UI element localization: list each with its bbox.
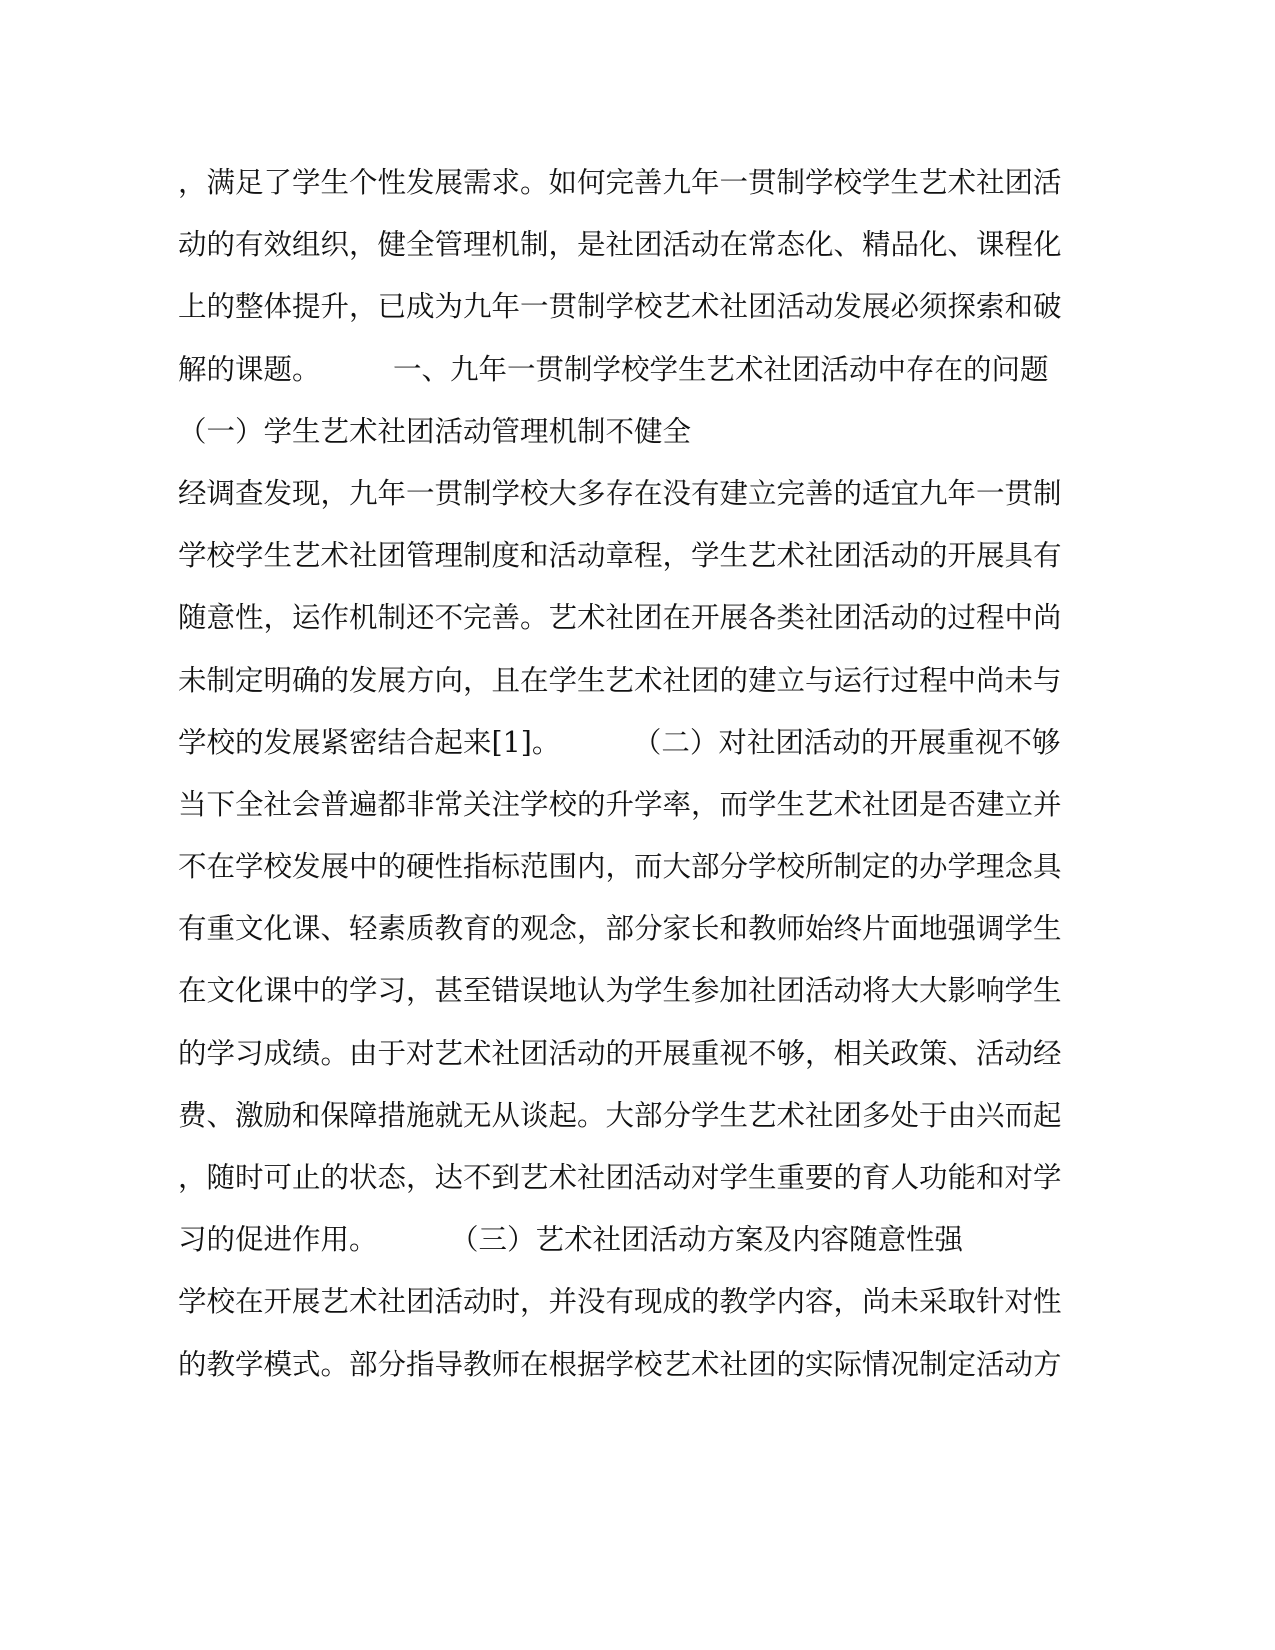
text-line: ，随时可止的状态，达不到艺术社团活动对学生重要的育人功能和对学 <box>178 1161 1062 1194</box>
text-line: 学校学生艺术社团管理制度和活动章程，学生艺术社团活动的开展具有 <box>178 539 1062 573</box>
text-line: 在文化课中的学习，甚至错误地认为学生参加社团活动将大大影响学生 <box>178 974 1062 1008</box>
text-line: 有重文化课、轻素质教育的观念，部分家长和教师始终片面地强调学生 <box>178 912 1062 946</box>
text-line: 费、激励和保障措施就无从谈起。大部分学生艺术社团多处于由兴而起 <box>178 1098 1062 1132</box>
text-line: 习的促进作用。 （三）艺术社团活动方案及内容随意性强 <box>178 1223 963 1257</box>
text-line: 随意性，运作机制还不完善。艺术社团在开展各类社团活动的过程中尚 <box>178 601 1062 635</box>
text-line: 未制定明确的发展方向，且在学生艺术社团的建立与运行过程中尚未与 <box>178 663 1062 697</box>
text-line: 学校的发展紧密结合起来[1]。 （二）对社团活动的开展重视不够 <box>178 725 1061 759</box>
text-line: 不在学校发展中的硬性指标范围内，而大部分学校所制定的办学理念具 <box>178 850 1062 884</box>
text-line: 的教学模式。部分指导教师在根据学校艺术社团的实际情况制定活动方 <box>178 1347 1062 1381</box>
text-line: 经调查发现，九年一贯制学校大多存在没有建立完善的适宜九年一贯制 <box>178 476 1062 510</box>
text-line: 动的有效组织，健全管理机制，是社团活动在常态化、精品化、课程化 <box>178 228 1062 262</box>
text-line: 解的课题。 一、九年一贯制学校学生艺术社团活动中存在的问题 <box>178 352 1049 386</box>
section-heading: （一）学生艺术社团活动管理机制不健全 <box>178 414 692 448</box>
text-line: 当下全社会普遍都非常关注学校的升学率，而学生艺术社团是否建立并 <box>178 787 1062 821</box>
text-line: 学校在开展艺术社团活动时，并没有现成的教学内容，尚未采取针对性 <box>178 1285 1062 1319</box>
text-line: 上的整体提升，已成为九年一贯制学校艺术社团活动发展必须探索和破 <box>178 290 1062 324</box>
body-text <box>178 152 1078 1396</box>
text-line: ，满足了学生个性发展需求。如何完善九年一贯制学校学生艺术社团活 <box>178 166 1062 199</box>
text-line: 的学习成绩。由于对艺术社团活动的开展重视不够，相关政策、活动经 <box>178 1036 1062 1070</box>
